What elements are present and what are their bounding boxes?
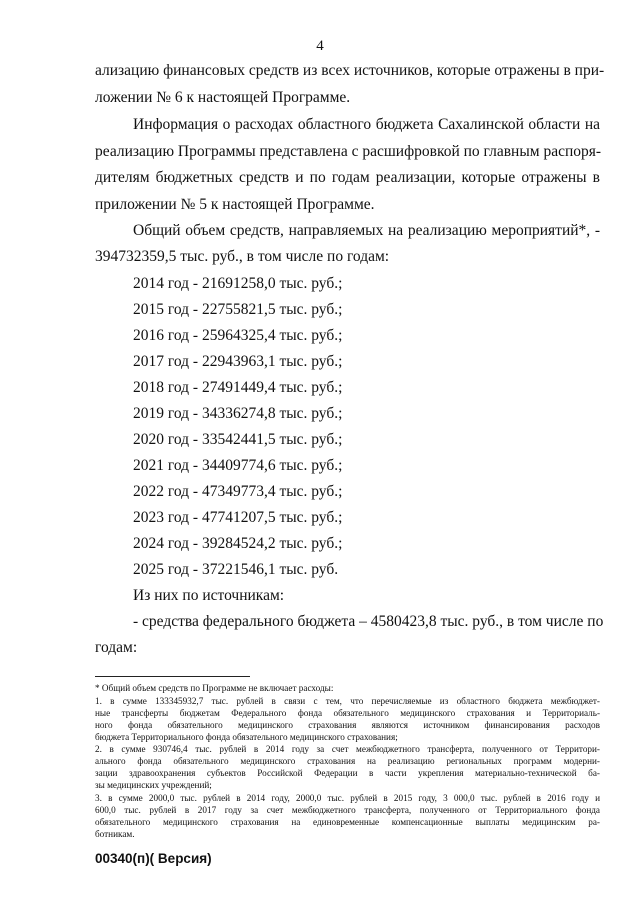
year-amount-line: 2016 год - 25964325,4 тыс. руб.; xyxy=(133,327,343,344)
footnote-line: 2. в сумме 930746,4 тыс. рублей в 2014 году за счет межбюджетного трансферта, полученного от Территори- xyxy=(95,744,600,754)
paragraph-line: приложении № 5 к настоящей Программе. xyxy=(95,196,375,213)
footnote-line: зации здравоохранения субъектов Российской Федерации в части укрепления материально-технической ба- xyxy=(95,768,600,778)
paragraph-line: годам: xyxy=(95,639,138,656)
footnote-line: ные трансферты бюджетам Федерального фонда обязательного медицинского страхования и Территориаль- xyxy=(95,708,600,718)
footnote-line: ботникам. xyxy=(95,829,135,839)
page-number: 4 xyxy=(316,38,324,54)
year-amount-line: 2017 год - 22943963,1 тыс. руб.; xyxy=(133,353,343,370)
paragraph-line: 394732359,5 тыс. руб., в том числе по годам: xyxy=(95,248,390,265)
footnote-line: ного фонда обязательного медицинского страхования являются источником финансирования расходов xyxy=(95,720,600,730)
year-amount-line: 2020 год - 33542441,5 тыс. руб.; xyxy=(133,431,343,448)
footnote-line: 3. в сумме 2000,0 тыс. рублей в 2014 году, 2000,0 тыс. рублей в 2015 году, 3 000,0 тыс. рублей в 2016 году и xyxy=(95,793,600,803)
paragraph-line: ализацию финансовых средств из всех источников, которые отражены в при- xyxy=(95,62,605,79)
footnote-line: обязательного медицинского страхования на единовременные компенсационные выплаты медицинским ра- xyxy=(95,817,600,827)
paragraph-line: Информация о расходах областного бюджета Сахалинской области на xyxy=(133,116,600,133)
document-code: 00340(п)( Версия) xyxy=(95,851,212,866)
paragraph-line: дителям бюджетных средств и по годам реализации, которые отражены в xyxy=(95,169,600,186)
footnote-line: бюджета Территориального фонда обязательного медицинского страхования; xyxy=(95,732,398,742)
footnote-line: ального фонда обязательного медицинского страхования на реализацию региональных программ модерни- xyxy=(95,756,600,766)
paragraph-line: Общий объем средств, направляемых на реализацию мероприятий*, - xyxy=(133,222,600,239)
year-amount-line: 2021 год - 34409774,6 тыс. руб.; xyxy=(133,457,343,474)
footnote-line: * Общий объем средств по Программе не включает расходы: xyxy=(95,683,334,693)
footnote-divider xyxy=(95,676,250,677)
year-amount-line: 2025 год - 37221546,1 тыс. руб. xyxy=(133,561,339,578)
year-amount-line: 2022 год - 47349773,4 тыс. руб.; xyxy=(133,483,343,500)
paragraph-line: ложении № 6 к настоящей Программе. xyxy=(95,89,351,106)
year-amount-line: 2018 год - 27491449,4 тыс. руб.; xyxy=(133,379,343,396)
sources-intro: Из них по источникам: xyxy=(133,587,285,604)
year-amount-line: 2014 год - 21691258,0 тыс. руб.; xyxy=(133,275,343,292)
paragraph-line: реализацию Программы представлена с расшифровкой по главным распоря- xyxy=(95,143,602,160)
footnote-line: зы медицинских учреждений; xyxy=(95,780,212,790)
year-amount-line: 2015 год - 22755821,5 тыс. руб.; xyxy=(133,301,343,318)
year-amount-line: 2023 год - 47741207,5 тыс. руб.; xyxy=(133,509,343,526)
footnote-line: 1. в сумме 133345932,7 тыс. рублей в связи с тем, что перечисляемые из областного бюджета межбюджет- xyxy=(95,696,600,706)
footnote-line: 600,0 тыс. рублей в 2017 году за счет межбюджетного трансферта, полученного от Территориального фонда xyxy=(95,805,600,815)
paragraph-line: - средства федерального бюджета – 4580423,8 тыс. руб., в том числе по xyxy=(133,613,604,630)
year-amount-line: 2019 год - 34336274,8 тыс. руб.; xyxy=(133,405,343,422)
year-amount-line: 2024 год - 39284524,2 тыс. руб.; xyxy=(133,535,343,552)
